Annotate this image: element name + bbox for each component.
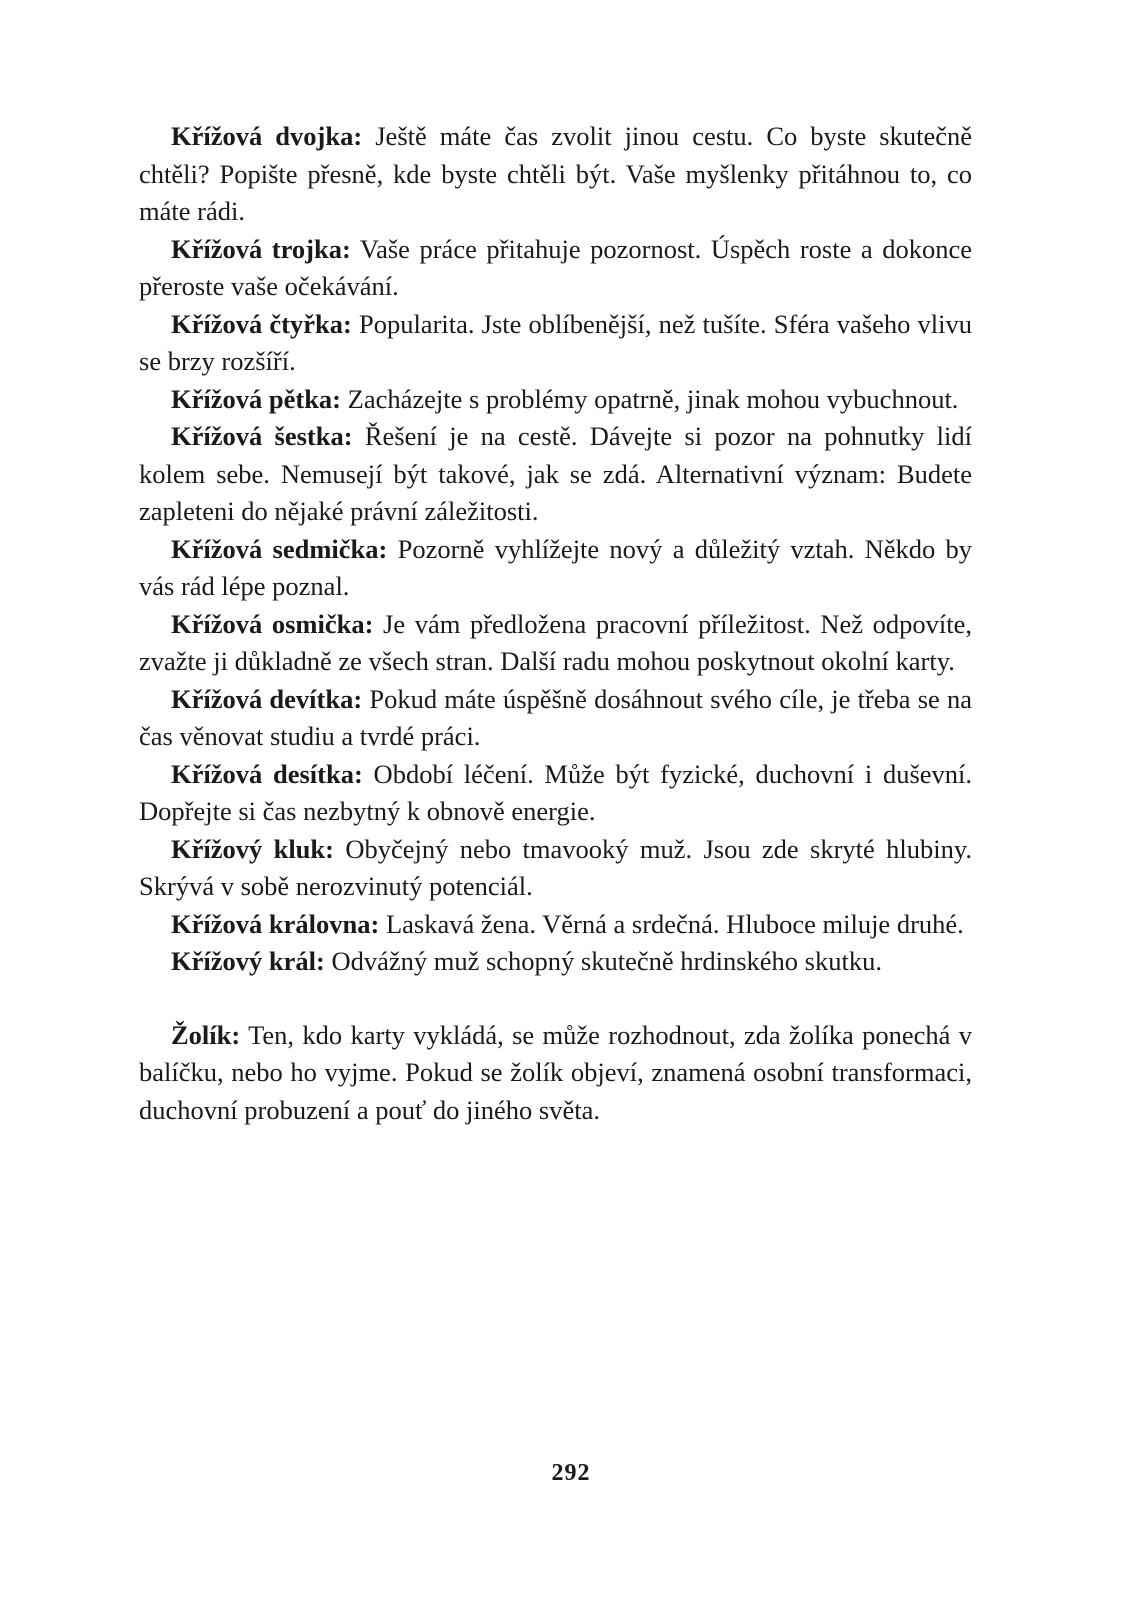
page-number: 292 bbox=[551, 1460, 591, 1486]
entry-term: Křížová desítka: bbox=[171, 758, 363, 789]
entry-krizova-petka bbox=[139, 381, 972, 419]
entry-krizova-sedmicka bbox=[139, 531, 972, 606]
entry-text: Odvážný muž schopný skutečně hrdinského skutku. bbox=[324, 946, 882, 976]
entry-krizova-desitka bbox=[139, 756, 972, 831]
entry-term: Křížová osmička: bbox=[171, 608, 374, 639]
entry-krizova-osmicka bbox=[139, 606, 972, 681]
entry-term: Křížová dvojka: bbox=[171, 121, 363, 151]
entry-krizovy-kluk bbox=[139, 831, 972, 906]
entry-krizovy-kral bbox=[139, 943, 972, 981]
entry-text: Vaše práce přitahuje pozornost. Úspěch roste a dokonce přeroste vaše očekávání. bbox=[139, 233, 973, 301]
entry-text: Řešení je na cestě. Dávejte si pozor na pohnutky lidí kolem sebe. Nemusejí být takové, jak se zdá. Alternativní význam: Budete zapleteni do nějaké právní záležitosti. bbox=[139, 421, 972, 526]
page-body bbox=[139, 118, 972, 1129]
entry-term: Křížová trojka: bbox=[171, 233, 351, 264]
entry-text: Pokud máte úspěšně dosáhnout svého cíle, je třeba se na čas věnovat studiu a tvrdé práci. bbox=[139, 683, 972, 751]
entry-term: Křížová devítka: bbox=[171, 683, 363, 714]
entry-term: Křížová šestka: bbox=[171, 421, 353, 451]
entry-krizova-trojka bbox=[139, 231, 972, 306]
entry-text: Období léčení. Může být fyzické, duchovní i duševní. Dopřejte si čas nezbytný k obnově energie. bbox=[139, 758, 973, 826]
entry-text: Zacházejte s problémy opatrně, jinak mohou vybuchnout. bbox=[341, 383, 959, 414]
entry-term: Křížová čtyřka: bbox=[171, 308, 352, 339]
entry-krizova-ctyrka bbox=[139, 306, 972, 381]
entry-text: Popularita. Jste oblíbenější, než tušíte. Sféra vašeho vlivu se brzy rozšíří. bbox=[139, 308, 972, 376]
entry-term: Křížová sedmička: bbox=[171, 533, 388, 564]
entry-krizova-sestka bbox=[139, 418, 972, 531]
entry-term: Žolík: bbox=[171, 1019, 241, 1050]
entry-term: Křížová pětka: bbox=[171, 383, 342, 414]
entry-term: Křížový kluk: bbox=[171, 833, 334, 864]
entry-term: Křížová královna: bbox=[171, 908, 380, 939]
entry-term: Křížový král: bbox=[171, 946, 325, 976]
entry-krizova-dvojka bbox=[139, 118, 972, 231]
entry-text: Ten, kdo karty vykládá, se může rozhodnout, zda žolíka ponechá v balíčku, nebo ho vyjme. Pokud se žolík objeví, znamená osobní transformaci, duchovní probuzení a pouť do jiného světa. bbox=[139, 1019, 972, 1125]
entry-krizova-kralovna bbox=[139, 906, 972, 944]
entry-text: Ještě máte čas zvolit jinou cestu. Co byste skutečně chtěli? Popište přesně, kde byste chtěli být. Vaše myšlenky přitáhnou to, co máte rádi. bbox=[139, 121, 972, 226]
entry-text: Obyčejný nebo tmavooký muž. Jsou zde skryté hlubiny. Skrývá v sobě nerozvinutý potenciál. bbox=[139, 833, 972, 901]
entry-krizova-devitka bbox=[139, 681, 972, 756]
entry-text: Laskavá žena. Věrná a srdečná. Hluboce miluje druhé. bbox=[379, 908, 964, 939]
entry-text: Je vám předložena pracovní příležitost. Než odpovíte, zvažte ji důkladně ze všech stran. Další radu mohou poskytnout okolní karty. bbox=[139, 608, 972, 676]
entry-zolik bbox=[139, 1017, 972, 1130]
entry-text: Pozorně vyhlížejte nový a důležitý vztah. Někdo by vás rád lépe poznal. bbox=[139, 533, 973, 601]
